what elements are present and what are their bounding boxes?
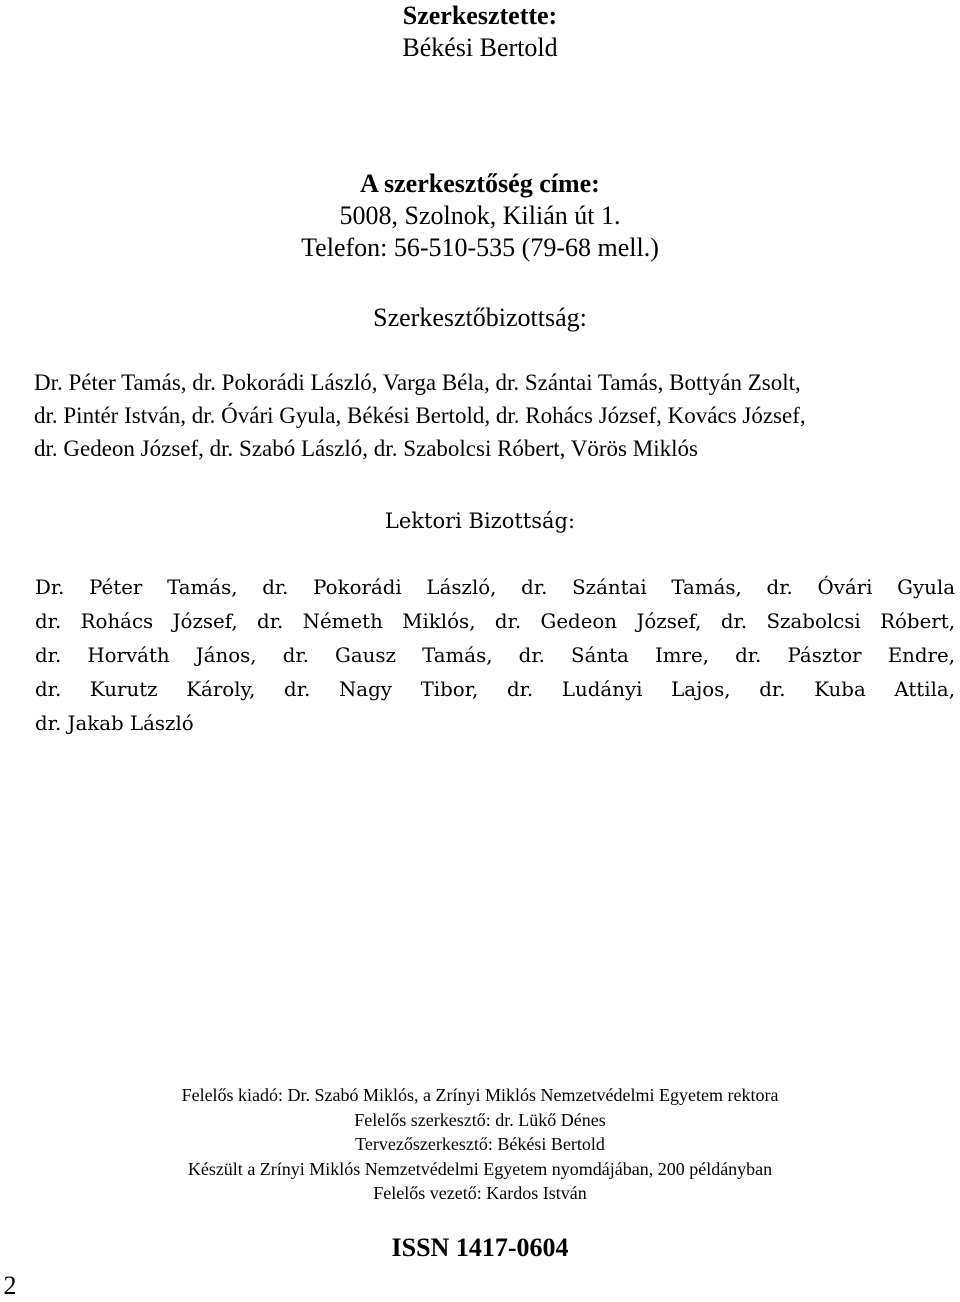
- imprint-publisher: Felelős kiadó: Dr. Szabó Miklós, a Zrínyi Miklós Nemzetvédelmi Egyetem rektora: [181, 1085, 779, 1105]
- editorial-board-members: [34, 366, 934, 465]
- editorial-board-line: dr. Pintér István, dr. Óvári Gyula, Békési Bertold, dr. Rohács József, Kovács József,: [34, 403, 806, 428]
- address-street: 5008, Szolnok, Kilián út 1.: [339, 201, 621, 230]
- review-board-line: dr. Horváth János, dr. Gausz Tamás, dr. Sánta Imre, dr. Pásztor Endre,: [35, 644, 955, 667]
- editor-section: [0, 0, 960, 64]
- review-board-heading: Lektori Bizottság:: [384, 509, 576, 533]
- review-board-line: dr. Rohács József, dr. Németh Miklós, dr. Gedeon József, dr. Szabolcsi Róbert,: [35, 610, 955, 633]
- editorial-board-line: dr. Gedeon József, dr. Szabó László, dr. Szabolcsi Róbert, Vörös Miklós: [34, 436, 698, 461]
- address-section: [0, 168, 960, 264]
- imprint-design-editor: Tervezőszerkesztő: Békési Bertold: [355, 1134, 605, 1154]
- editorial-board-line: Dr. Péter Tamás, dr. Pokorádi László, Varga Béla, dr. Szántai Tamás, Bottyán Zsolt,: [34, 370, 801, 395]
- imprint-section: [0, 1083, 960, 1206]
- review-board-members: [35, 571, 955, 741]
- imprint-responsible-editor: Felelős szerkesztő: dr. Lükő Dénes: [354, 1109, 606, 1130]
- editorial-board-heading: Szerkesztőbizottság:: [373, 303, 587, 332]
- imprint-printing: Készült a Zrínyi Miklós Nemzetvédelmi Egyetem nyomdájában, 200 példányban: [187, 1158, 773, 1179]
- review-board-line: Dr. Péter Tamás, dr. Pokorádi László, dr. Szántai Tamás, dr. Óvári Gyula: [35, 576, 955, 599]
- address-phone: Telefon: 56-510-535 (79-68 mell.): [301, 233, 659, 262]
- review-board-line: dr. Kurutz Károly, dr. Nagy Tibor, dr. Ludányi Lajos, dr. Kuba Attila,: [35, 678, 955, 701]
- editor-heading: Szerkesztette:: [402, 1, 558, 30]
- imprint-manager: Felelős vezető: Kardos István: [373, 1183, 587, 1203]
- address-heading: A szerkesztőség címe:: [360, 169, 600, 198]
- editor-name: Békési Bertold: [402, 33, 558, 62]
- page-number: 2: [3, 1271, 17, 1300]
- review-board-line: dr. Jakab László: [35, 712, 194, 735]
- issn-number: ISSN 1417-0604: [391, 1233, 569, 1262]
